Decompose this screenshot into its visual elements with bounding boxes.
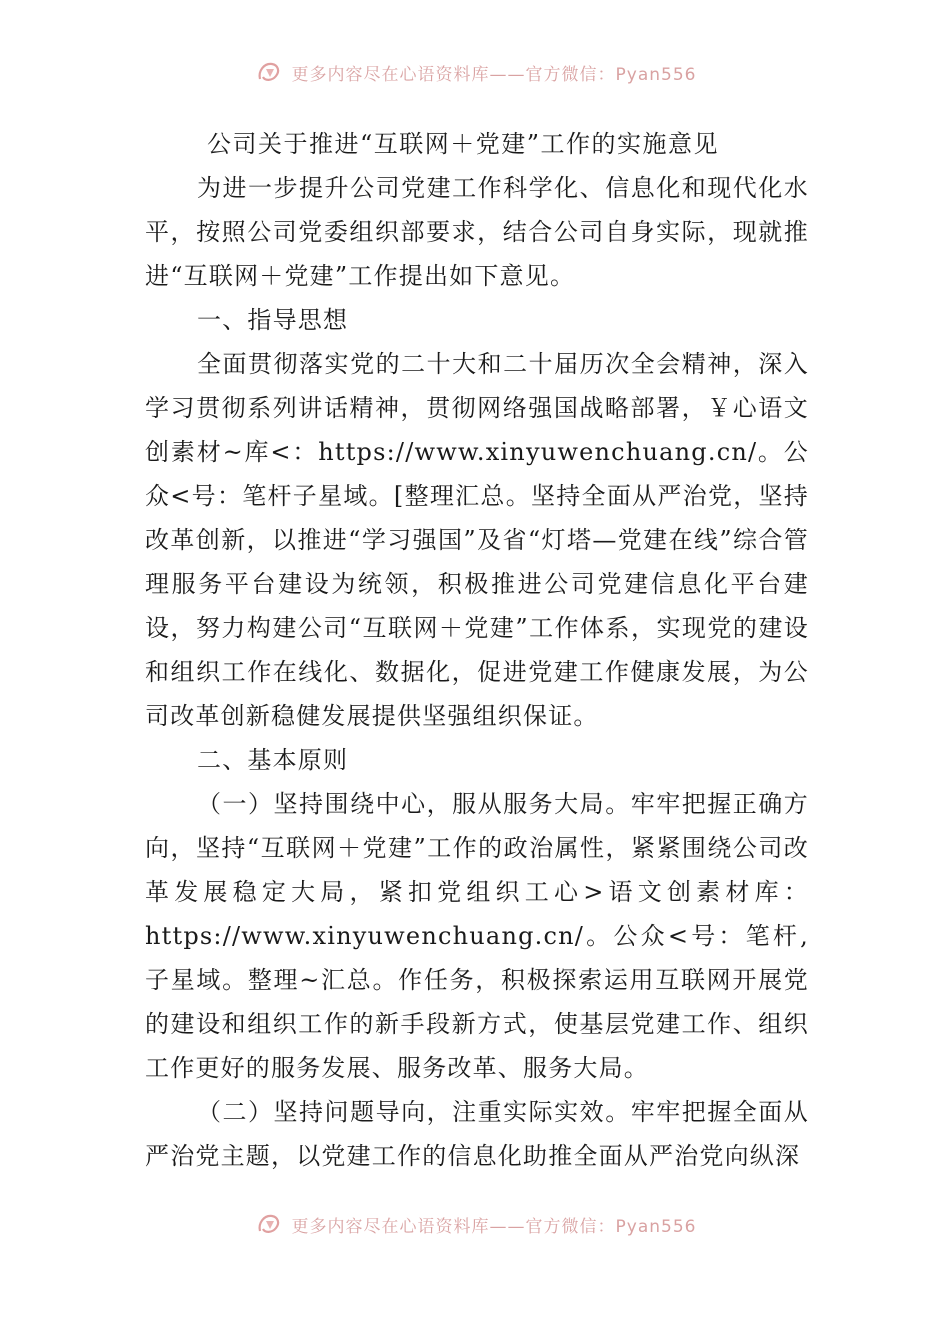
intro-paragraph: 为进一步提升公司党建工作科学化、信息化和现代化水平，按照公司党委组织部要求，结合公司自身实际，现就推进“互联网＋党建”工作提出如下意见。 [145, 174, 809, 290]
watermark-text: 更多内容尽在心语资料库——官方微信：Pyan556 [291, 64, 697, 85]
watermark-text: 更多内容尽在心语资料库——官方微信：Pyan556 [291, 1216, 697, 1237]
brand-logo-icon [254, 57, 284, 87]
watermark-footer [0, 1206, 950, 1242]
document-body [145, 122, 809, 1178]
section-heading-guiding-ideology: 一、指导思想 [197, 306, 349, 334]
document-title: 公司关于推进“互联网＋党建”工作的实施意见 [207, 130, 720, 158]
principle-one-paragraph: （一）坚持围绕中心，服从服务大局。牢牢把握正确方向，坚持“互联网＋党建”工作的政治属性，紧紧围绕公司改革发展稳定大局，紧扣党组织工心>语文创素材库：https://www.xinyuwenchuang.cn/。公众<号：笔杆,子星域。整理~汇总。作任务，积极探索运用互联网开展党的建设和组织工作的新手段新方式，使基层党建工作、组织工作更好的服务发展、服务改革、服务大局。 [145, 790, 809, 1082]
principle-two-paragraph: （二）坚持问题导向，注重实际实效。牢牢把握全面从严治党主题，以党建工作的信息化助推全面从严治党向纵深 [145, 1098, 809, 1170]
watermark-header [0, 54, 950, 90]
guiding-ideology-paragraph: 全面贯彻落实党的二十大和二十届历次全会精神，深入学习贯彻系列讲话精神，贯彻网络强国战略部署，￥心语文创素材~库<：https://www.xinyuwenchuang.cn/。公众<号：笔杆子星域。[整理汇总。坚持全面从严治党，坚持改革创新，以推进“学习强国”及省“灯塔—党建在线”综合管理服务平台建设为统领，积极推进公司党建信息化平台建设，努力构建公司“互联网＋党建”工作体系，实现党的建设和组织工作在线化、数据化，促进党建工作健康发展，为公司改革创新稳健发展提供坚强组织保证。 [145, 350, 809, 730]
section-heading-basic-principles: 二、基本原则 [197, 746, 349, 774]
brand-logo-icon [254, 1209, 284, 1239]
